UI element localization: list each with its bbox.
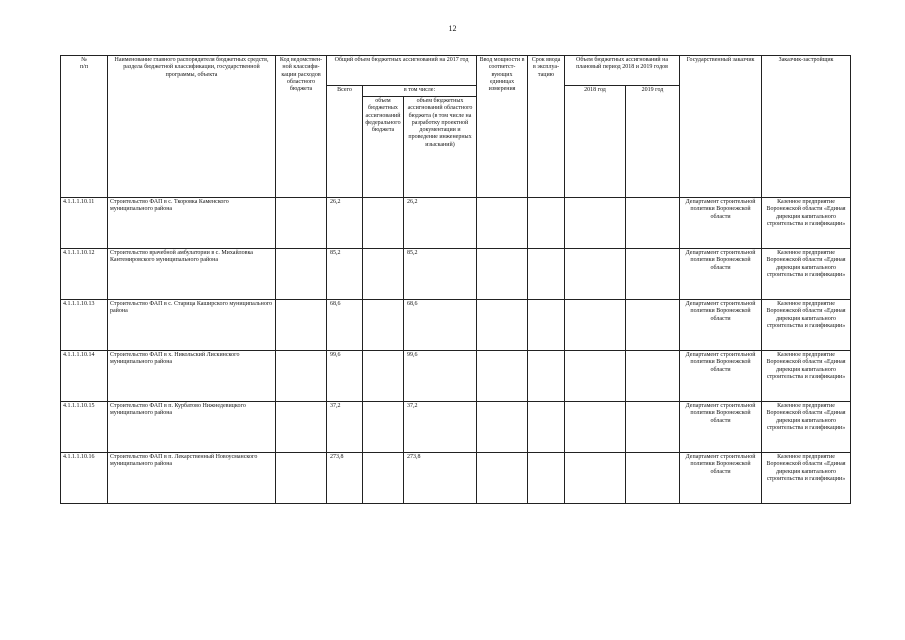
table-row bbox=[61, 300, 851, 351]
row-developer: Казенное предприятие Воронежской области «Единая дирекция капитального строительства и газификации» bbox=[762, 351, 851, 402]
row-term bbox=[528, 402, 565, 453]
row-2019 bbox=[626, 351, 680, 402]
table-row bbox=[61, 249, 851, 300]
row-number: 4.1.1.1.10.14 bbox=[61, 351, 108, 402]
header-customer: Государственный заказчик bbox=[680, 56, 762, 198]
row-total: 26,2 bbox=[327, 198, 363, 249]
row-code bbox=[276, 453, 327, 504]
row-2018 bbox=[565, 351, 626, 402]
page-number: 12 bbox=[448, 24, 457, 33]
row-2019 bbox=[626, 300, 680, 351]
row-term bbox=[528, 249, 565, 300]
header-2018: 2018 год bbox=[565, 86, 626, 198]
header-code: Код ведомствен-ной классифи-кации расходов областного бюджета bbox=[276, 56, 327, 198]
row-total: 68,6 bbox=[327, 300, 363, 351]
row-developer: Казенное предприятие Воронежской области «Единая дирекция капитального строительства и газификации» bbox=[762, 300, 851, 351]
row-developer: Казенное предприятие Воронежской области «Единая дирекция капитального строительства и газификации» bbox=[762, 402, 851, 453]
header-no: № п/п bbox=[61, 56, 108, 198]
row-total: 99,6 bbox=[327, 351, 363, 402]
row-2019 bbox=[626, 198, 680, 249]
row-customer: Департамент строительной политики Воронежской области bbox=[680, 402, 762, 453]
header-2019: 2019 год bbox=[626, 86, 680, 198]
header-capacity: Ввод мощности в соответст-вующих единицах измерения bbox=[477, 56, 528, 198]
row-customer: Департамент строительной политики Воронежской области bbox=[680, 300, 762, 351]
row-2018 bbox=[565, 198, 626, 249]
row-capacity bbox=[477, 402, 528, 453]
row-developer: Казенное предприятие Воронежской области «Единая дирекция капитального строительства и газификации» bbox=[762, 453, 851, 504]
row-object-name: Строительство ФАП в с. Старица Каширского муниципального района bbox=[108, 300, 276, 351]
row-code bbox=[276, 198, 327, 249]
row-regional: 68,6 bbox=[404, 300, 477, 351]
row-object-name: Строительство врачебной амбулатории в с. Михайловка Кантемировского муниципального района bbox=[108, 249, 276, 300]
table-row bbox=[61, 198, 851, 249]
row-developer: Казенное предприятие Воронежской области «Единая дирекция капитального строительства и газификации» bbox=[762, 198, 851, 249]
row-code bbox=[276, 402, 327, 453]
row-federal bbox=[363, 402, 404, 453]
header-term: Срок ввода в эксплуа-тацию bbox=[528, 56, 565, 198]
row-2019 bbox=[626, 402, 680, 453]
row-code bbox=[276, 300, 327, 351]
table-row bbox=[61, 351, 851, 402]
row-number: 4.1.1.1.10.13 bbox=[61, 300, 108, 351]
row-2018 bbox=[565, 402, 626, 453]
row-term bbox=[528, 453, 565, 504]
row-object-name: Строительство ФАП в х. Никольский Лискинского муниципального района bbox=[108, 351, 276, 402]
row-regional: 99,6 bbox=[404, 351, 477, 402]
row-federal bbox=[363, 300, 404, 351]
header-including: в том числе: bbox=[363, 86, 477, 97]
header-developer: Заказчик-застройщик bbox=[762, 56, 851, 198]
row-object-name: Строительство ФАП в п. Лекарственный Новоусманского муниципального района bbox=[108, 453, 276, 504]
row-customer: Департамент строительной политики Воронежской области bbox=[680, 249, 762, 300]
row-2019 bbox=[626, 249, 680, 300]
header-name: Наименование главного распорядителя бюджетных средств, раздела бюджетной классификации, государственной программы, объекта bbox=[108, 56, 276, 198]
row-2018 bbox=[565, 249, 626, 300]
row-term bbox=[528, 351, 565, 402]
row-capacity bbox=[477, 453, 528, 504]
header-federal: объем бюджетных ассигнований федерального бюджета bbox=[363, 97, 404, 198]
row-code bbox=[276, 249, 327, 300]
table-row bbox=[61, 402, 851, 453]
table-row bbox=[61, 453, 851, 504]
row-number: 4.1.1.1.10.12 bbox=[61, 249, 108, 300]
row-developer: Казенное предприятие Воронежской области «Единая дирекция капитального строительства и газификации» bbox=[762, 249, 851, 300]
row-customer: Департамент строительной политики Воронежской области bbox=[680, 198, 762, 249]
row-capacity bbox=[477, 300, 528, 351]
row-total: 273,8 bbox=[327, 453, 363, 504]
header-total: Всего bbox=[327, 86, 363, 198]
row-2019 bbox=[626, 453, 680, 504]
row-regional: 85,2 bbox=[404, 249, 477, 300]
row-object-name: Строительство ФАП в п. Курбатово Нижнедевицкого муниципального района bbox=[108, 402, 276, 453]
row-capacity bbox=[477, 198, 528, 249]
header-total-group: Общий объем бюджетных ассигнований на 2017 год bbox=[327, 56, 477, 86]
row-federal bbox=[363, 351, 404, 402]
row-capacity bbox=[477, 249, 528, 300]
row-federal bbox=[363, 249, 404, 300]
row-regional: 273,8 bbox=[404, 453, 477, 504]
row-term bbox=[528, 198, 565, 249]
header-plan-group: Объем бюджетных ассигнований на плановый период 2018 и 2019 годов bbox=[565, 56, 680, 86]
header-regional: объем бюджетных ассигнований областного бюджета (в том числе на разработку проектной документации и проведение инженерных изысканий) bbox=[404, 97, 477, 198]
row-number: 4.1.1.1.10.16 bbox=[61, 453, 108, 504]
row-total: 37,2 bbox=[327, 402, 363, 453]
row-capacity bbox=[477, 351, 528, 402]
row-number: 4.1.1.1.10.11 bbox=[61, 198, 108, 249]
row-regional: 37,2 bbox=[404, 402, 477, 453]
row-federal bbox=[363, 453, 404, 504]
row-code bbox=[276, 351, 327, 402]
row-2018 bbox=[565, 300, 626, 351]
budget-table bbox=[60, 55, 851, 504]
row-customer: Департамент строительной политики Воронежской области bbox=[680, 453, 762, 504]
row-object-name: Строительство ФАП в с. Ткоровка Каменского муниципального района bbox=[108, 198, 276, 249]
row-regional: 26,2 bbox=[404, 198, 477, 249]
row-federal bbox=[363, 198, 404, 249]
row-total: 85,2 bbox=[327, 249, 363, 300]
row-term bbox=[528, 300, 565, 351]
row-2018 bbox=[565, 453, 626, 504]
row-customer: Департамент строительной политики Воронежской области bbox=[680, 351, 762, 402]
row-number: 4.1.1.1.10.15 bbox=[61, 402, 108, 453]
